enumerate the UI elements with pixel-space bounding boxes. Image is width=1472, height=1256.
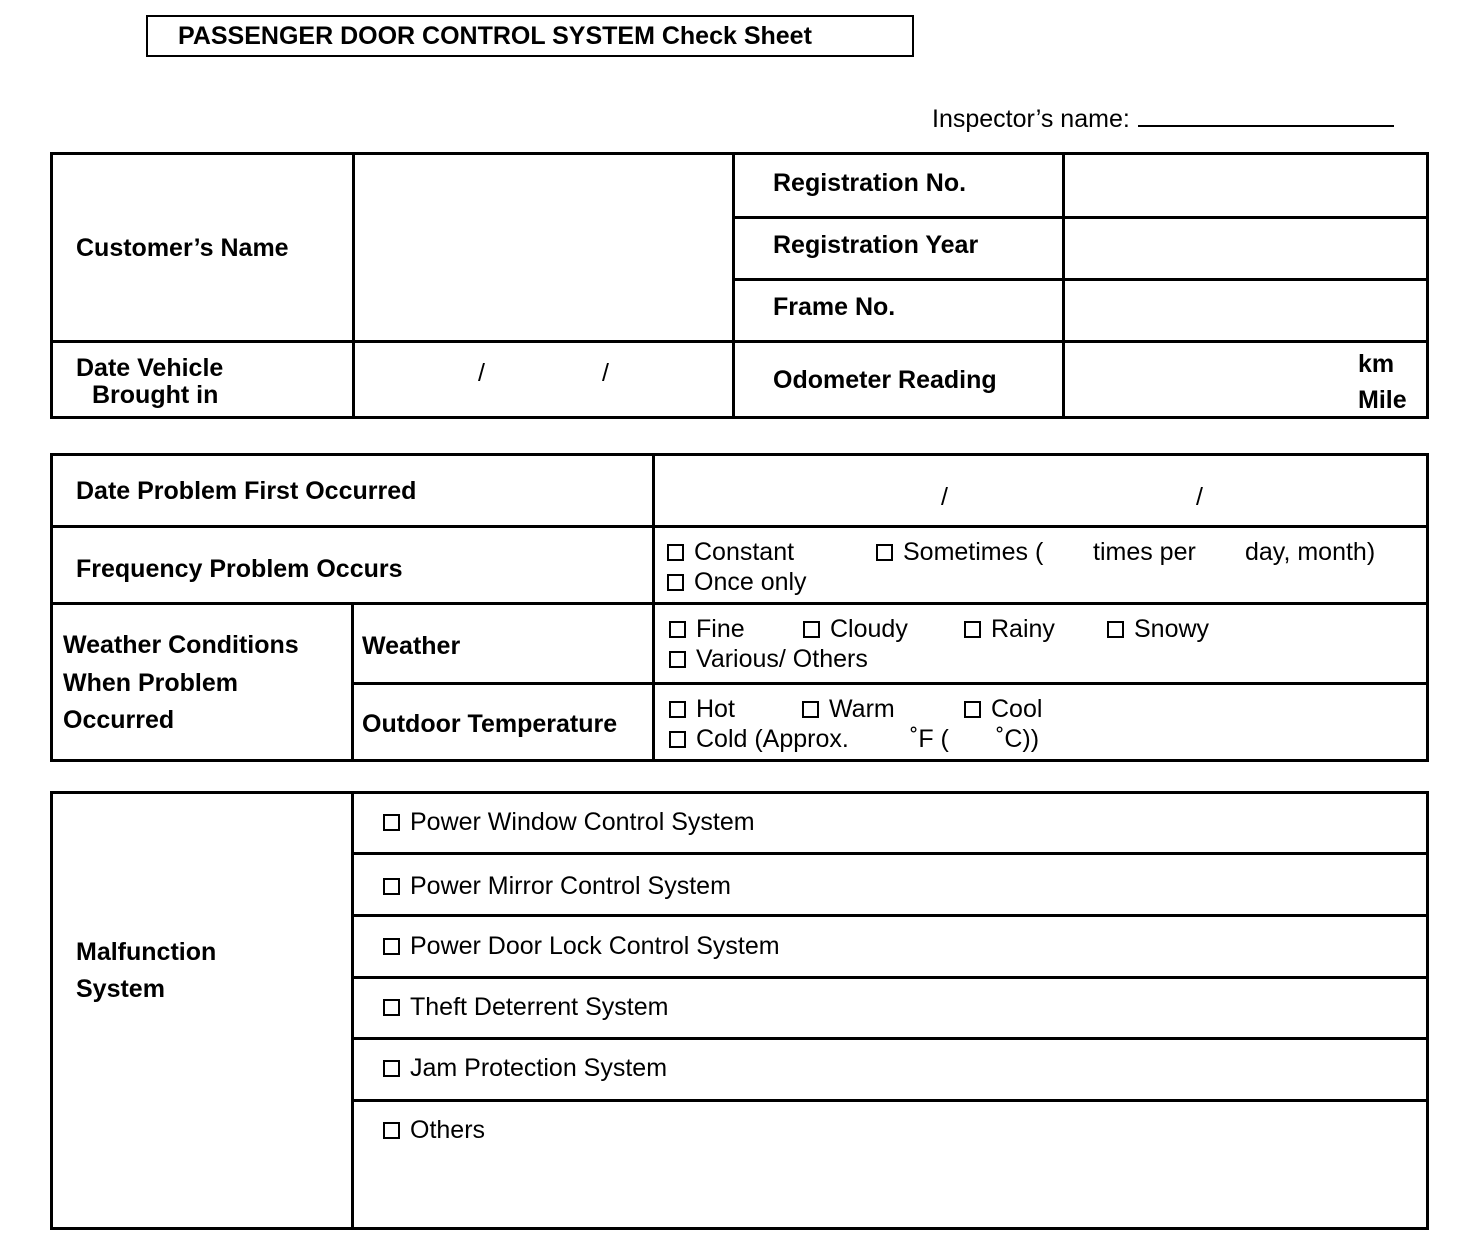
inspector-name-field[interactable] (932, 105, 1394, 134)
divider (50, 525, 1429, 528)
checkbox[interactable] (669, 651, 686, 668)
temp-cold-text: Cold (Approx. (696, 725, 849, 753)
weather-conditions-label-line3: Occurred (63, 706, 175, 734)
malfunction-label-line2: System (76, 975, 165, 1003)
checkbox[interactable] (876, 544, 893, 561)
checkbox[interactable] (802, 701, 819, 718)
checkbox[interactable] (964, 621, 981, 638)
malfunction-label-line1: Malfunction (76, 938, 217, 966)
malfunction-option-text: Power Door Lock Control System (410, 932, 780, 960)
malfunction-option-text: Theft Deterrent System (410, 993, 669, 1021)
freq-day-month-text: day, month) (1245, 538, 1376, 566)
divider (50, 340, 1429, 343)
vehicle-info-table (50, 152, 1429, 419)
temp-warm-text: Warm (829, 695, 895, 723)
freq-times-per-text: times per (1093, 538, 1196, 566)
checkbox[interactable] (964, 701, 981, 718)
divider (50, 602, 1429, 605)
weather-conditions-label-line1: Weather Conditions (63, 631, 299, 659)
weather-fine-text: Fine (696, 615, 745, 643)
temp-cold-option[interactable] (669, 724, 849, 754)
date-first-occurred-label: Date Problem First Occurred (76, 477, 417, 505)
checkbox[interactable] (803, 621, 820, 638)
odometer-unit-km: km (1358, 350, 1395, 378)
frame-no-label: Frame No. (773, 293, 896, 321)
registration-no-label: Registration No. (773, 169, 967, 197)
date-separator: / (602, 359, 609, 387)
checkbox[interactable] (669, 731, 686, 748)
temp-fahrenheit-text: ˚F ( (910, 725, 949, 753)
date-separator: / (1196, 483, 1203, 511)
divider (732, 152, 735, 419)
divider (732, 216, 1429, 219)
checkbox[interactable] (383, 1122, 400, 1139)
weather-various-text: Various/ Others (696, 645, 868, 673)
checkbox[interactable] (669, 621, 686, 638)
odometer-unit-mile: Mile (1358, 386, 1407, 414)
temp-hot-option[interactable] (669, 694, 735, 724)
checkbox[interactable] (667, 574, 684, 591)
date-brought-in-label-line1: Date Vehicle (76, 354, 224, 382)
freq-sometimes-option[interactable] (876, 537, 1043, 567)
registration-year-label: Registration Year (773, 231, 979, 259)
checkbox[interactable] (667, 544, 684, 561)
weather-label: Weather (362, 632, 461, 660)
divider (351, 791, 354, 1230)
divider (351, 1037, 1429, 1040)
outdoor-temperature-label: Outdoor Temperature (362, 710, 618, 738)
freq-constant-option[interactable] (667, 537, 794, 567)
checkbox[interactable] (1107, 621, 1124, 638)
divider (1062, 152, 1065, 419)
inspector-name-line[interactable] (1138, 124, 1394, 127)
checkbox[interactable] (383, 938, 400, 955)
weather-various-option[interactable] (669, 644, 868, 674)
temp-cool-text: Cool (991, 695, 1043, 723)
checkbox[interactable] (383, 814, 400, 831)
freq-once-only-option[interactable] (667, 567, 807, 597)
malfunction-option-others[interactable] (383, 1115, 485, 1145)
inspector-name-label: Inspector’s name: (932, 105, 1130, 133)
freq-sometimes-text: Sometimes ( (903, 538, 1044, 566)
malfunction-option-text: Jam Protection System (410, 1054, 668, 1082)
weather-snowy-option[interactable] (1107, 614, 1209, 644)
divider (352, 152, 355, 419)
divider (351, 1099, 1429, 1102)
date-separator: / (941, 483, 948, 511)
temp-warm-option[interactable] (802, 694, 895, 724)
date-brought-in-label-line2: Brought in (92, 381, 219, 409)
page-title: PASSENGER DOOR CONTROL SYSTEM Check Sheet (146, 15, 914, 57)
malfunction-option-text: Power Mirror Control System (410, 872, 731, 900)
checkbox[interactable] (383, 999, 400, 1016)
checkbox[interactable] (383, 1060, 400, 1077)
temp-cool-option[interactable] (964, 694, 1042, 724)
weather-snowy-text: Snowy (1134, 615, 1210, 643)
weather-rainy-option[interactable] (964, 614, 1055, 644)
malfunction-option-power-door-lock[interactable] (383, 931, 780, 961)
malfunction-option-power-mirror[interactable] (383, 871, 731, 901)
freq-constant-text: Constant (694, 538, 795, 566)
temp-hot-text: Hot (696, 695, 735, 723)
weather-conditions-label-line2: When Problem (63, 669, 239, 697)
malfunction-option-text: Power Window Control System (410, 808, 755, 836)
malfunction-option-power-window[interactable] (383, 807, 755, 837)
date-separator: / (478, 359, 485, 387)
freq-once-only-text: Once only (694, 568, 807, 596)
weather-cloudy-text: Cloudy (830, 615, 908, 643)
weather-rainy-text: Rainy (991, 615, 1055, 643)
checkbox[interactable] (669, 701, 686, 718)
malfunction-option-jam-protection[interactable] (383, 1053, 667, 1083)
customer-name-label: Customer’s Name (76, 234, 289, 262)
divider (351, 976, 1429, 979)
divider (652, 453, 655, 762)
temp-celsius-text: ˚C)) (996, 725, 1040, 753)
malfunction-option-text: Others (410, 1116, 486, 1144)
odometer-reading-label: Odometer Reading (773, 366, 997, 394)
checkbox[interactable] (383, 878, 400, 895)
malfunction-system-table (50, 791, 1429, 1230)
divider (351, 852, 1429, 855)
divider (351, 914, 1429, 917)
divider (732, 278, 1429, 281)
malfunction-option-theft-deterrent[interactable] (383, 992, 668, 1022)
weather-fine-option[interactable] (669, 614, 745, 644)
divider (351, 682, 1429, 685)
weather-cloudy-option[interactable] (803, 614, 908, 644)
frequency-label: Frequency Problem Occurs (76, 555, 403, 583)
